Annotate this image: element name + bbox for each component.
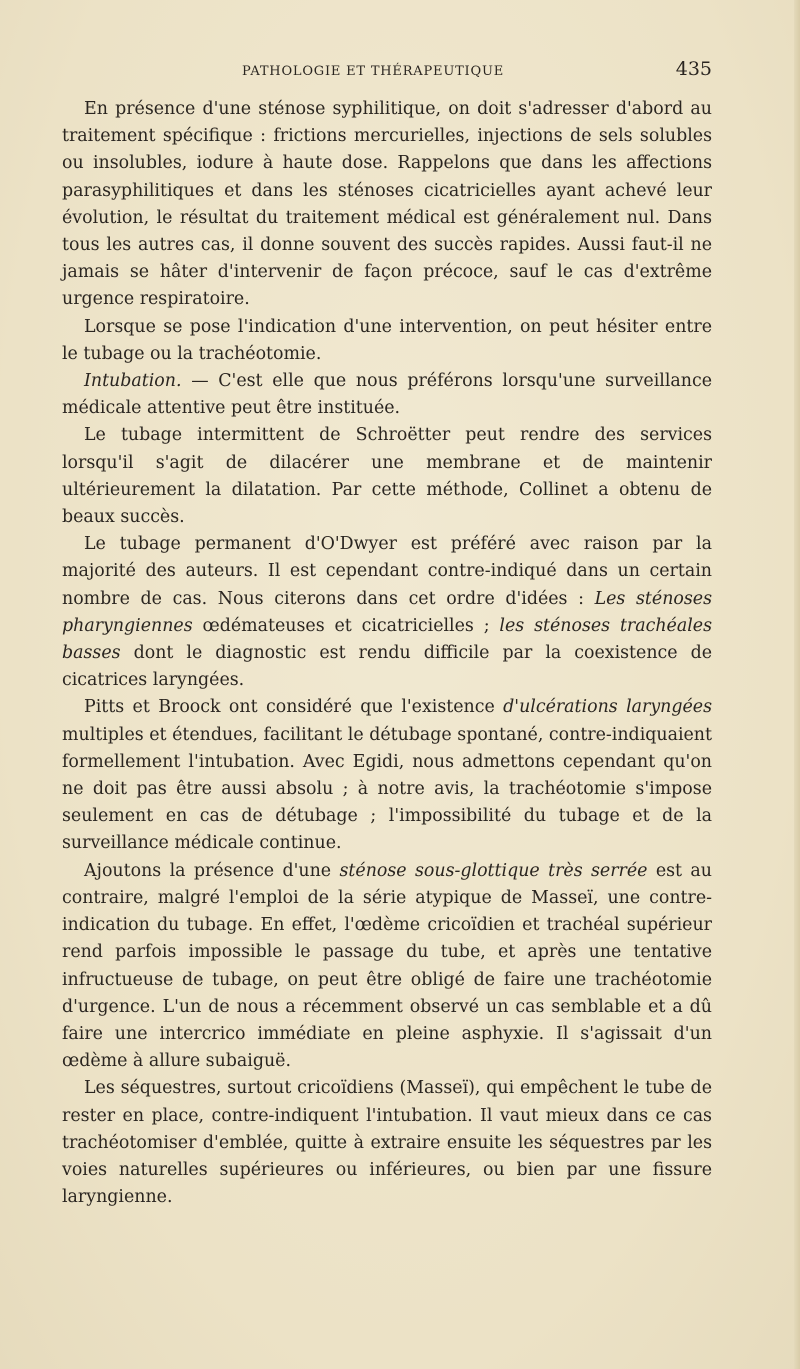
- paragraph-syphilitic-stenosis: [62, 96, 712, 314]
- page-number: 435: [675, 58, 712, 80]
- paragraph-text: Ajoutons la présence d'une: [84, 860, 340, 881]
- paragraph-schroetter: [62, 422, 712, 531]
- paragraph-text: Les séquestres, surtout cricoïdiens (Masseï), qui empêchent le tube de rester en place, contre-indiquent l'intubation. Il vaut mieux dans ce cas trachéotomiser d'emblée, quitte à extraire ensuite les séquestres par les voies naturelles supérieures ou inférieures, ou bien par une fissure laryngienne.: [62, 1078, 712, 1208]
- paragraph-text: multiples et étendues, facilitant le détubage spontané, contre-indiquaient formellement l'intubation. Avec Egidi, nous admettons cependant qu'on ne doit pas être aussi absolu ; à notre avis, la trachéotomie s'impose seulement en cas de détubage ; l'impossibilité du tubage et de la surveillance médicale continue.: [62, 724, 712, 854]
- paragraph-sequestres: [62, 1075, 712, 1211]
- italic-term: sténose sous-glottique très serrée: [339, 860, 648, 881]
- paragraph-intubation: [62, 368, 712, 422]
- paragraph-text: œdémateuses et cicatricielles ;: [192, 615, 500, 636]
- paragraph-pitts-broock: [62, 694, 712, 857]
- paragraph-text: est au contraire, malgré l'emploi de la série atypique de Masseï, une contre-indication du tubage. En effet, l'œdème cricoïdien et trachéal supérieur rend parfois impossible le passage du tube, et après une tentative infructueuse de tubage, on peut être obligé de faire une trachéotomie d'urgence. L'un de nous a récemment observé un cas semblable et a dû faire une intercrico immédiate en pleine asphyxie. Il s'agissait d'un œdème à allure subaiguë.: [62, 860, 712, 1072]
- paragraph-text: En présence d'une sténose syphilitique, on doit s'adresser d'abord au traitement spécifique : frictions mercurielles, injections de sels solubles ou insolubles, iodure à haute dose. Rappelons que dans les affections parasyphilitiques et dans les sténoses cicatricielles ayant achevé leur évolution, le résultat du traitement médical est généralement nul. Dans tous les autres cas, il donne souvent des succès rapides. Aussi faut-il ne jamais se hâter d'intervenir de façon précoce, sauf le cas d'extrême urgence respiratoire.: [62, 99, 712, 310]
- section-heading-italic: Intubation.: [84, 371, 182, 392]
- paragraph-text: Le tubage intermittent de Schroëtter peut rendre des services lorsqu'il s'agit de dilacérer une membrane et de maintenir ultérieurement la dilatation. Par cette méthode, Collinet a obtenu de beaux succès.: [62, 425, 712, 528]
- paragraph-text: Lorsque se pose l'indication d'une intervention, on peut hésiter entre le tubage ou la trachéotomie.: [62, 316, 712, 364]
- paragraph-text: — C'est elle que nous préférons lorsqu'une surveillance médicale attentive peut être instituée.: [62, 371, 712, 419]
- paragraph-text: dont le diagnostic est rendu difficile par la coexistence de cicatrices laryngées.: [62, 643, 712, 691]
- paragraph-odwyer: [62, 531, 712, 694]
- paragraph-intervention: [62, 314, 712, 368]
- italic-term: d'ulcérations laryngées: [503, 697, 712, 718]
- italic-term: les sténoses trachéales basses: [62, 615, 712, 664]
- body-text: [62, 96, 712, 1211]
- running-head: PATHOLOGIE ET THÉRAPEUTIQUE: [242, 64, 504, 79]
- paragraph-text: Le tubage permanent d'O'Dwyer est préféré avec raison par la majorité des auteurs. Il est cependant contre-indiqué dans un certain nombre de cas. Nous citerons dans cet ordre d'idées :: [62, 534, 712, 609]
- page-edge: [794, 0, 800, 1369]
- paragraph-subglottic: [62, 858, 712, 1076]
- paragraph-text: Pitts et Broock ont considéré que l'existence: [84, 697, 504, 718]
- page-header: [62, 58, 712, 88]
- italic-term: Les sténoses pharyngiennes: [62, 588, 713, 636]
